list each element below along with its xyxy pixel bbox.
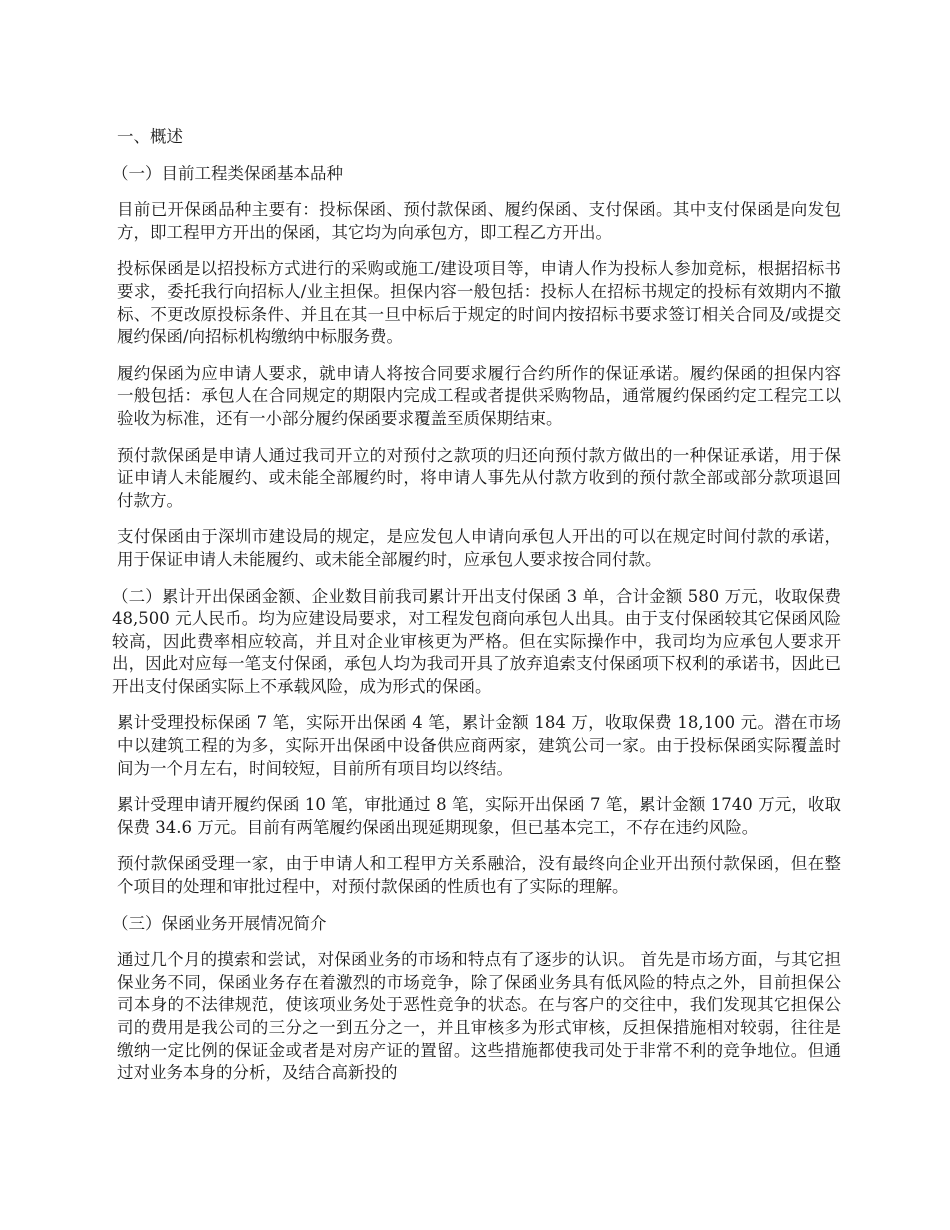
subsection-title-3: （三）保函业务开展情况简介 <box>112 913 327 933</box>
paragraph-3: 履约保函为应申请人要求，就申请人将按合同要求履行合约所作的保证承诺。履约保函的担保内容一般包括：承包人在合同规定的期限内完成工程或者提供采购物品，通常履约保函约定工程完工以验收为标准，还有一小部分履约保函要求覆盖至质保期结束。 <box>117 363 841 428</box>
section-title: 一、概述 <box>117 127 183 146</box>
subsection-title-1: （一）目前工程类保函基本品种 <box>112 163 343 183</box>
paragraph-2: 投标保函是以招投标方式进行的采购或施工/建设项目等，申请人作为投标人参加竞标，根据招标书要求，委托我行向招标人/业主担保。担保内容一般包括：投标人在招标书规定的投标有效期内不撤标、不更改原投标条件、并且在其一旦中标后于规定的时间内按招标书要求签订相关合同及/或提交履约保函/向招标机构缴纳中标服务费。 <box>117 259 841 347</box>
paragraph-9: 预付款保函受理一家，由于申请人和工程甲方关系融洽，没有最终向企业开出预付款保函，但在整个项目的处理和审批过程中，对预付款保函的性质也有了实际的理解。 <box>117 854 841 897</box>
paragraph-7: 累计受理投标保函 7 笔，实际开出保函 4 笔，累计金额 184 万，收取保费 18,100 元。潜在市场中以建筑工程的为多，实际开出保函中设备供应商两家，建筑公司一家。由于投标保函实际覆盖时间为一个月左右，时间较短，目前所有项目均以终结。 <box>117 713 841 778</box>
paragraph-4: 预付款保函是申请人通过我司开立的对预付之款项的归还向预付款方做出的一种保证承诺，用于保证申请人未能履约、或未能全部履约时，将申请人事先从付款方收到的预付款全部或部分款项退回付款方。 <box>117 445 841 510</box>
paragraph-1: 目前已开保函品种主要有：投标保函、预付款保函、履约保函、支付保函。其中支付保函是向发包方，即工程甲方开出的保函，其它均为向承包方，即工程乙方开出。 <box>117 200 841 242</box>
paragraph-6: （二）累计开出保函金额、企业数目前我司累计开出支付保函 3 单，合计金额 580 万元，收取保费 48,500 元人民币。均为应建设局要求，对工程发包商向承包人出具。由于支付保函较其它保函风险较高，因此费率相应较高，并且对企业审核更为严格。但在实际操作中，我司均为应承包人要求开出，因此对应每一笔支付保函，承包人均为我司开具了放弃追索支付保函项下权利的承诺书，因此已开出支付保函实际上不承载风险，成为形式的保函。 <box>112 586 841 696</box>
paragraph-5: 支付保函由于深圳市建设局的规定，是应发包人申请向承包人开出的可以在规定时间付款的承诺，用于保证申请人未能履约、或未能全部履约时，应承包人要求按合同付款。 <box>117 527 841 569</box>
paragraph-8: 累计受理申请开履约保函 10 笔，审批通过 8 笔，实际开出保函 7 笔，累计金额 1740 万元，收取保费 34.6 万元。目前有两笔履约保函出现延期现象，但已基本完工，不存在违约风险。 <box>117 795 841 837</box>
paragraph-10: 通过几个月的摸索和尝试，对保函业务的市场和特点有了逐步的认识。 首先是市场方面，与其它担保业务不同，保函业务存在着激烈的市场竞争，除了保函业务具有低风险的特点之外，目前担保公司本身的不法律规范，使该项业务处于恶性竞争的状态。在与客户的交往中，我们发现其它担保公司的费用是我公司的三分之一到五分之一，并且审核多为形式审核，反担保措施相对较弱，往往是缴纳一定比例的保证金或者是对房产证的置留。这些措施都使我司处于非常不利的竞争地位。但通过对业务本身的分析，及结合高新投的 <box>117 950 841 1083</box>
document-body <box>112 126 841 1099</box>
